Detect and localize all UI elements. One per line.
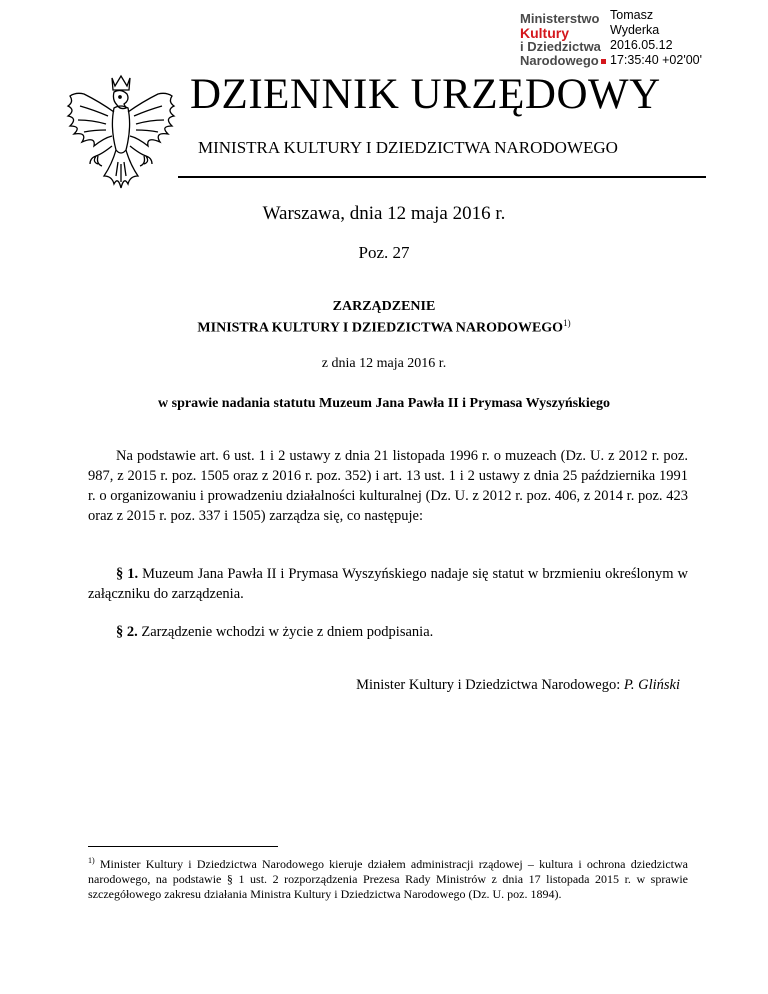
- section-1-label: § 1.: [116, 566, 139, 582]
- act-type: ZARZĄDZENIE: [332, 299, 436, 314]
- place-date: Warszawa, dnia 12 maja 2016 r.: [262, 203, 506, 224]
- header-divider: [178, 176, 706, 178]
- footnote: [88, 853, 688, 902]
- footnote-text: Minister Kultury i Dziedzictwa Narodowego kieruje działem administracji rządowej – kultura i ochrona dziedzictwa narodowego, na podstawie § 1 ust. 2 rozporządzenia Prezesa Rady Ministrów z dnia 17 listopada 2015 r. w sprawie szczegółowego zakresu działania Ministra Kultury i Dziedzictwa Narodowego (Dz. U. poz. 1894).: [88, 857, 689, 901]
- section-2-text: Zarządzenie wchodzi w życie z dniem podpisania.: [141, 624, 434, 640]
- signer-last-name: Wyderka: [610, 23, 660, 37]
- signer-role: Minister Kultury i Dziedzictwa Narodowego:: [356, 677, 621, 693]
- signature-date: 2016.05.12: [610, 38, 673, 52]
- section-1: [88, 564, 688, 604]
- logo-line-4: Narodowego: [520, 54, 606, 68]
- act-issuer: MINISTRA KULTURY I DZIEDZICTWA NARODOWEGO$^{1)}$: [197, 318, 571, 336]
- footnote-mark: 1): [88, 856, 95, 865]
- polish-eagle-icon: [62, 72, 180, 200]
- digital-signature[interactable]: [610, 8, 702, 68]
- journal-subtitle: MINISTRA KULTURY I DZIEDZICTWA NARODOWEGO: [198, 138, 618, 157]
- journal-title: DZIENNIK URZĘDOWY: [190, 71, 661, 118]
- logo-line-2: Kultury: [520, 25, 569, 41]
- act-subject: w sprawie nadania statutu Muzeum Jana Pawła II i Prymasa Wyszyńskiego: [158, 396, 610, 411]
- footnote-divider: [88, 846, 278, 847]
- signature-time: 17:35:40 +02'00': [610, 53, 703, 67]
- signer-name: P. Gliński: [623, 677, 680, 693]
- footnote-reference[interactable]: 1): [563, 318, 571, 328]
- logo-line-1: Ministerstwo: [520, 11, 600, 26]
- section-1-text: Muzeum Jana Pawła II i Prymasa Wyszyńskiego nadaje się statut w brzmieniu określonym w załączniku do zarządzenia.: [88, 566, 689, 602]
- logo-dot-icon: [601, 59, 606, 64]
- section-2: [88, 622, 688, 642]
- act-date: z dnia 12 maja 2016 r.: [321, 356, 447, 371]
- ministry-logo: [520, 12, 606, 68]
- signature-line: [0, 677, 680, 694]
- signer-first-name: Tomasz: [610, 8, 654, 22]
- section-2-label: § 2.: [116, 624, 138, 640]
- position-number: Poz. 27: [358, 243, 410, 262]
- preamble: Na podstawie art. 6 ust. 1 i 2 ustawy z dnia 21 listopada 1996 r. o muzeach (Dz. U. z 2012 r. poz. 987, z 2015 r. poz. 1505 oraz z 2016 r. poz. 352) i art. 13 ust. 1 i 2 ustawy z dnia 25 października 1991 r. o organizowaniu i prowadzeniu działalności kulturalnej (Dz. U. z 2012 r. poz. 406, z 2014 r. poz. 423 oraz z 2015 r. poz. 337 i 1505) zarządza się, co następuje:: [88, 448, 688, 524]
- logo-line-3: i Dziedzictwa: [520, 39, 601, 54]
